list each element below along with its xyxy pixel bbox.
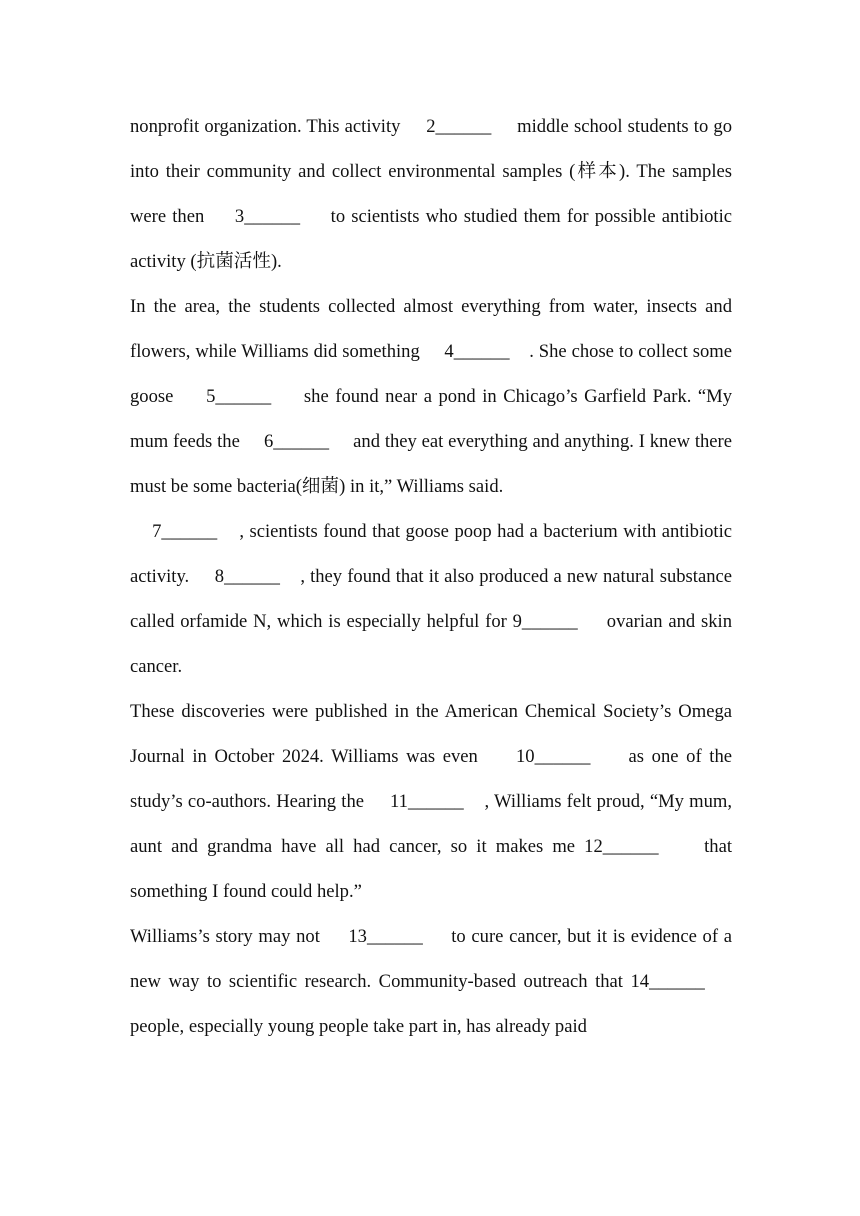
text-run: In the area, the students collected almost everything from water, insects and flowers, while Williams did something — [130, 296, 732, 362]
blank-2: 2______ — [405, 116, 512, 137]
text-run: to cure cancer, but it is evidence of a new way to scientific research. Community-based outreach that — [130, 926, 732, 992]
blank-8: 8______ — [194, 566, 301, 587]
paragraph-2 — [130, 284, 732, 509]
paragraph-1 — [130, 104, 732, 284]
text-run: nonprofit organization. This activity — [130, 116, 406, 137]
text-run: and they eat everything and anything. I knew there must be some bacteria(细菌) in it,” Williams said. — [130, 431, 733, 497]
paragraph-5 — [130, 914, 732, 1049]
blank-11: 11______ — [369, 791, 485, 812]
text-run: These discoveries were published in the American Chemical Society’s Omega Journal in October 2024. Williams was even — [130, 701, 732, 767]
text-run: she found near a pond in Chicago’s Garfield Park. “My mum feeds the — [130, 386, 733, 452]
text-run: Williams’s story may not — [130, 926, 326, 947]
blank-13: 13______ — [325, 926, 446, 947]
blank-14: 14______ — [630, 971, 733, 992]
text-run: to scientists who studied them for possible antibiotic activity (抗菌活性). — [130, 206, 733, 272]
text-run: , Williams felt proud, “My mum, aunt and grandma have all had cancer, so it makes me — [130, 791, 733, 857]
blank-5: 5______ — [179, 386, 298, 407]
blank-6: 6______ — [244, 431, 349, 452]
text-run: middle school students to go into their community and collect environmental samples (样本). The samples were then — [130, 116, 732, 227]
blank-7: 7______ — [130, 521, 240, 542]
text-run: people, especially young people take part in, has already paid — [130, 1016, 587, 1037]
paragraph-4 — [130, 689, 732, 914]
passage-text — [130, 104, 732, 1049]
text-run: as one of the study’s co-authors. Hearing the — [130, 746, 732, 812]
blank-10: 10______ — [485, 746, 621, 767]
text-run: , they found that it also produced a new natural substance called orfamide N, which is especially helpful for — [130, 566, 733, 632]
paragraph-3 — [130, 509, 732, 689]
blank-9: 9______ — [512, 611, 601, 632]
blank-3: 3______ — [210, 206, 325, 227]
blank-12: 12______ — [584, 836, 695, 857]
text-run: , scientists found that goose poop had a bacterium with antibiotic activity. — [130, 521, 733, 587]
text-run: that something I found could help.” — [130, 836, 732, 902]
blank-4: 4______ — [424, 341, 530, 362]
text-run: ovarian and skin cancer. — [130, 611, 733, 677]
text-run: . She chose to collect some goose — [130, 341, 732, 407]
